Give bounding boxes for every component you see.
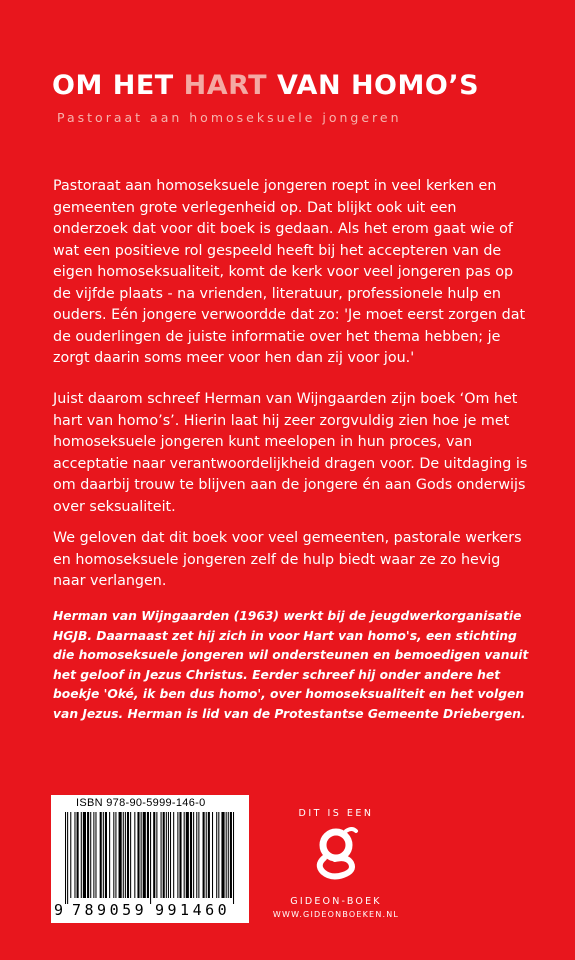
barcode-bar — [143, 812, 146, 898]
publisher-url: WWW.GIDEONBOEKEN.NL — [272, 910, 400, 919]
barcode-bar — [196, 812, 197, 898]
barcode-digits-group-2: 991460 — [155, 901, 231, 919]
barcode-bar — [95, 812, 96, 898]
barcode-bar — [212, 812, 213, 898]
barcode-bar — [100, 812, 102, 898]
barcode-bar — [206, 812, 207, 898]
barcode-bar — [216, 812, 217, 898]
barcode-bar — [137, 812, 139, 898]
barcode-bar — [130, 812, 131, 898]
barcode-bar — [65, 812, 66, 904]
barcode-digits-group-1: 789059 — [72, 901, 148, 919]
barcode-bar — [208, 812, 210, 898]
barcode-bar — [170, 812, 171, 898]
barcode-bar — [228, 812, 229, 898]
barcode-bar — [70, 812, 71, 898]
barcode-bar — [105, 812, 107, 898]
author-bio: Herman van Wijngaarden (1963) werkt bij de jeugdwerkorganisatie HGJB. Daarnaast zet hij zich in voor Hart van homo's, een stichting die homoseksuele jongeren wil ondersteunen en bemoedigen vanuit het geloof in Jezus Christus. Eerder schreef hij onder andere het boekje 'Oké, ik ben dus homo', over homoseksualiteit en het volgen van Jezus. Herman is lid van de Protestantse Gemeente Driebergen. — [53, 609, 529, 721]
gideon-g-logo-icon — [311, 825, 361, 885]
barcode-bar — [179, 812, 181, 898]
barcode-bar — [177, 812, 178, 898]
barcode-bar — [163, 812, 165, 898]
blurb-paragraph-3: We geloven dat dit boek voor veel gemeenten, pastorale werkers en homoseksuele jongeren zelf de hulp biedt waar ze zo hevig naar verlangen. — [53, 530, 522, 589]
title-highlight: HART — [183, 70, 268, 101]
barcode-bar — [90, 812, 91, 898]
barcode-bar — [221, 812, 224, 898]
barcode-bar — [193, 812, 194, 898]
barcode-bar — [150, 812, 151, 904]
barcode-bar — [190, 812, 192, 898]
barcode-bar — [125, 812, 126, 898]
publisher-intro: DIT IS EEN — [298, 808, 374, 819]
barcode-bar — [115, 812, 116, 898]
barcode-bar — [230, 812, 232, 898]
barcode-bar — [166, 812, 167, 898]
publisher-block — [266, 808, 406, 919]
barcode-bar — [141, 812, 142, 898]
isbn-label: ISBN 978-90-5999-146-0 — [76, 797, 206, 809]
barcode-bar — [173, 812, 174, 898]
barcode-bar — [233, 812, 234, 904]
book-title — [52, 70, 479, 101]
barcode-bar — [218, 812, 219, 898]
barcode-bar — [113, 812, 114, 898]
barcode-bar — [203, 812, 205, 898]
barcode-digit-first: 9 — [54, 901, 64, 919]
barcode-bar — [153, 812, 155, 898]
barcode-bar — [109, 812, 110, 898]
barcode-bar — [83, 812, 86, 898]
barcode-bar — [127, 812, 129, 898]
barcode-bar — [81, 812, 82, 898]
barcode-bars — [65, 812, 237, 904]
barcode-bar — [123, 812, 124, 898]
publisher-name: GIDEON-BOEK — [290, 896, 382, 907]
barcode-bar — [134, 812, 135, 898]
barcode-bar — [93, 812, 94, 898]
barcode-bar — [161, 812, 162, 898]
barcode-bar — [168, 812, 169, 898]
barcode-bar — [156, 812, 157, 898]
blurb-paragraph-1: Pastoraat aan homoseksuele jongeren roept in veel kerken en gemeenten grote verlegenheid op. Dat blijkt ook uit een onderzoek dat voor dit boek is gedaan. Als het erom gaat wie of wat een positieve rol gespeeld heeft bij het accepteren van de eigen homoseksualiteit, komt de kerk voor veel jongeren pas op de vijfde plaats - na vrienden, literatuur, professionele hulp en ouders. Eén jongere verwoordde dat zo: 'Je moet eerst zorgen dat de ouderlingen de juiste informatie over het thema hebben; je zorgt daarin soms meer voor hen dan zij voor jou.' — [53, 178, 526, 366]
barcode-bar — [147, 812, 149, 898]
barcode-bar — [184, 812, 185, 898]
isbn-barcode — [51, 795, 249, 923]
barcode-bar — [226, 812, 227, 898]
barcode-bar — [119, 812, 122, 898]
barcode-bar — [67, 812, 68, 904]
barcode-bar — [186, 812, 189, 898]
barcode-bar — [103, 812, 104, 898]
title-part-1: OM HET — [52, 70, 184, 101]
blurb-paragraph-2: Juist daarom schreef Herman van Wijngaarden zijn boek ‘Om het hart van homo’s’. Hierin laat hij zeer zorgvuldig zien hoe je met homoseksuele jongeren kunt meelopen in hun proces, van acceptatie naar verantwoordelijkheid dragen voor. De uitdaging is om daarbij trouw te blijven aan de jongere én aan Gods onderwijs over seksualiteit. — [53, 391, 528, 515]
barcode-bar — [198, 812, 199, 898]
title-part-2: VAN HOMO’S — [267, 70, 480, 101]
barcode-bar — [74, 812, 75, 898]
book-subtitle: Pastoraat aan homoseksuele jongeren — [57, 110, 402, 125]
barcode-bar — [77, 812, 79, 898]
barcode-bar — [87, 812, 89, 898]
